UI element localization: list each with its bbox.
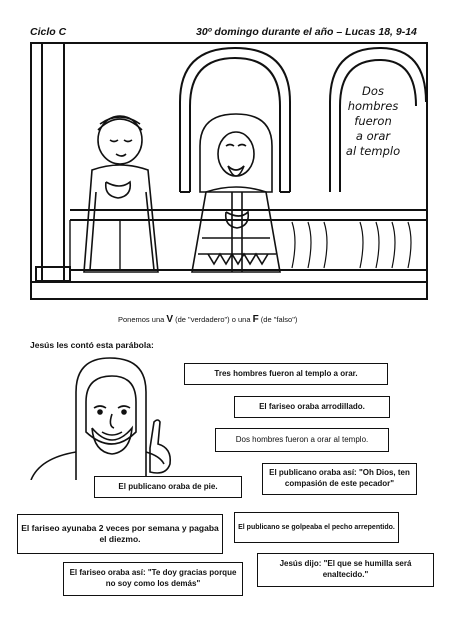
statement-text: El fariseo oraba así: "Te doy gracias porque no soy como los demás": [69, 568, 237, 588]
instructions-v-desc: (de "verdadero"): [173, 315, 230, 324]
instructions-f-desc: (de "falso"): [258, 315, 298, 324]
instructions-f: F: [252, 314, 259, 325]
statement-text: Dos hombres fueron a orar al templo.: [235, 434, 369, 444]
statement-text: Jesús dijo: "El que se humilla será enaltecido.": [279, 559, 412, 579]
statement-box: [257, 553, 434, 587]
parable-intro: Jesús les contó esta parábola:: [30, 340, 154, 350]
statement-box: [234, 396, 390, 418]
reading-title: 30º domingo durante el año – Lucas 18, 9-14: [196, 26, 417, 38]
statement-text: El publicano oraba de pie.: [118, 481, 218, 491]
statement-box: [215, 428, 389, 452]
statement-box: [262, 463, 417, 495]
statement-box: [234, 512, 399, 543]
statement-box: [184, 363, 388, 385]
speech-line: al templo: [345, 144, 401, 158]
statement-text: El fariseo ayunaba 2 veces por semana y pagaba el diezmo.: [21, 522, 219, 544]
instructions-v: V: [166, 314, 174, 325]
statement-box: [17, 514, 223, 554]
statement-box: [94, 476, 242, 498]
cycle-label: Ciclo C: [30, 26, 67, 38]
speech-line: fueron: [354, 114, 392, 128]
instructions-mid: o una: [229, 315, 253, 324]
statement-text: Tres hombres fueron al templo a orar.: [214, 368, 358, 378]
speech-line: hombres: [347, 99, 399, 113]
statement-text: El publicano se golpeaba el pecho arrepentido.: [238, 523, 395, 531]
statement-text: El publicano oraba así: "Oh Dios, ten compasión de este pecador": [269, 468, 410, 488]
instructions-prefix: Ponemos una: [118, 315, 167, 324]
statement-box: [63, 562, 243, 596]
speech-line: a orar: [355, 129, 391, 143]
speech-line: Dos: [362, 84, 384, 98]
statement-text: El fariseo oraba arrodillado.: [259, 401, 365, 411]
